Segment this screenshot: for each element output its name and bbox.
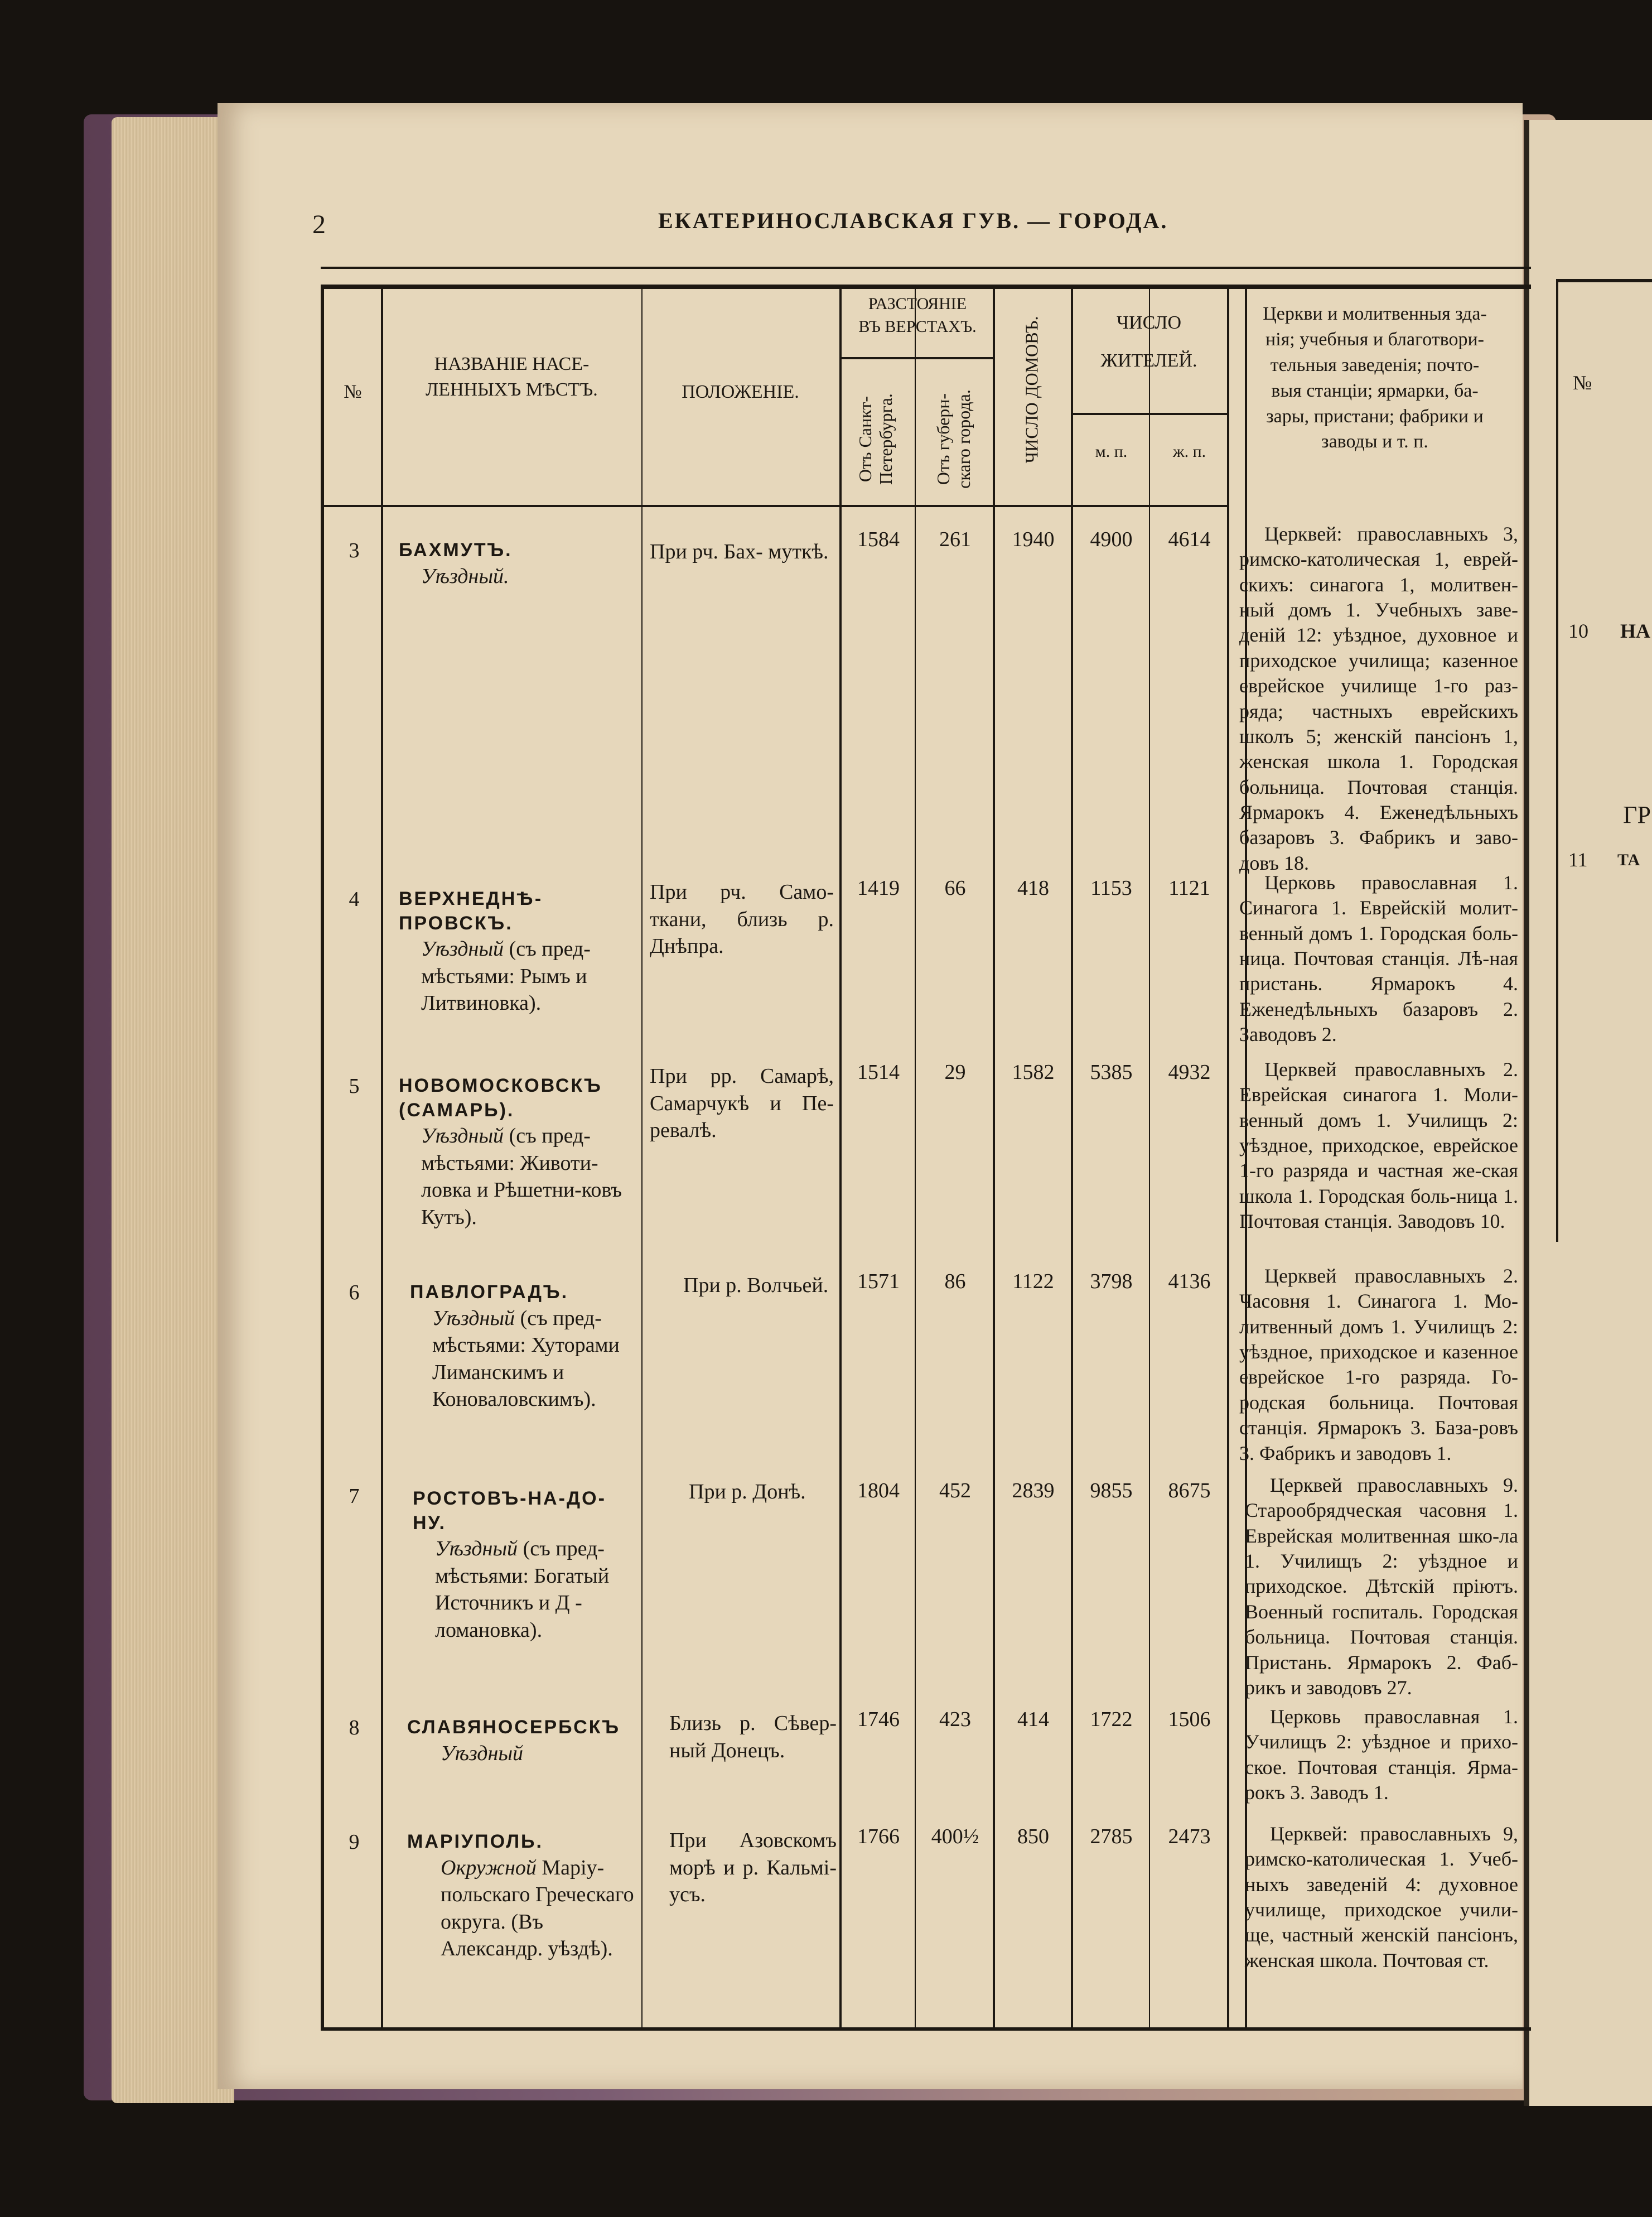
female: 4614 [1168, 528, 1211, 551]
houses: 414 [1017, 1708, 1049, 1731]
next-page-fragment: НА [1620, 620, 1650, 642]
place-extra: (съ пред-мѣстьями: Хуторами Лиманскимъ и Коноваловскимъ). [432, 1306, 620, 1411]
female: 4136 [1168, 1270, 1211, 1293]
header-position: ПОЛОЖЕНІЕ. [682, 382, 799, 402]
header-rule [839, 357, 993, 359]
position-cell: При рч. Бах- муткѣ. [650, 540, 829, 563]
dist-spb: 1419 [857, 876, 900, 900]
page-edges [112, 117, 234, 2103]
place-status: Уѣздный [435, 1537, 518, 1561]
header-female: ж. п. [1172, 442, 1206, 461]
male: 5385 [1090, 1061, 1133, 1084]
dist-spb: 1804 [857, 1479, 900, 1502]
header-name: НАЗВАНІЕ НАСЕ- ЛЕННЫХЪ МѢСТЪ. [426, 354, 598, 400]
place-name: ВЕРХНЕДНѢ-ПРОВСКЪ. [399, 888, 543, 934]
col-divider [839, 285, 842, 2031]
place-cell [399, 538, 636, 590]
place-extra: (съ пред-мѣстьями: Животи-ловка и Рѣшетни-ковъ Кутъ). [421, 1124, 622, 1229]
row-number: 5 [349, 1074, 360, 1098]
col-divider [641, 285, 643, 2031]
header-male: м. п. [1095, 442, 1128, 461]
position-cell: При Азовскомъ морѣ и р. Кальмі-усъ. [669, 1829, 837, 1907]
col-divider [915, 285, 916, 2031]
houses: 1122 [1012, 1270, 1054, 1293]
place-cell [410, 1280, 636, 1413]
houses: 1582 [1012, 1061, 1055, 1084]
place-name: БАХМУТЪ. [399, 539, 513, 561]
place-extra: Маріу-польскаго Греческаго округа. (Въ Александр. уѣздѣ). [441, 1855, 634, 1961]
dist-gov: 29 [944, 1061, 966, 1084]
row-number: 3 [349, 539, 360, 562]
place-status: Окружной [441, 1855, 537, 1879]
position-cell: При р. Донѣ. [689, 1480, 806, 1503]
header-dist-spb: Отъ Санкт- Петербурга. [855, 393, 896, 485]
male: 1722 [1090, 1708, 1133, 1731]
place-status: Уѣздный [441, 1741, 524, 1765]
place-extra: (съ пред-мѣстьями: Рымъ и Литвиновка). [421, 937, 591, 1015]
header-inhabitants: ЧИСЛО ЖИТЕЛЕЙ. [1100, 312, 1197, 371]
row-number: 4 [349, 888, 360, 911]
churches-cell: Церковь православная 1. Училищъ 2: уѣздное и прихо-ское. Почтовая станція. Ярма-рокъ 3. Заводъ 1. [1245, 1705, 1518, 1804]
female: 4932 [1168, 1061, 1211, 1084]
houses: 1940 [1012, 528, 1055, 551]
place-status: Уѣздный [432, 1306, 515, 1330]
next-page-fragment: ГР [1623, 801, 1651, 828]
dist-gov: 261 [939, 528, 971, 551]
male: 1153 [1090, 876, 1132, 900]
female: 1121 [1168, 876, 1210, 900]
place-name: ПАВЛОГРАДЪ. [410, 1281, 569, 1303]
dist-spb: 1571 [857, 1270, 900, 1293]
header-distance: РАЗСТОЯНІЕ ВЪ ВЕРСТАХЪ. [858, 295, 977, 336]
female: 1506 [1168, 1708, 1211, 1731]
churches-cell: Церквей православныхъ 2. Часовня 1. Синагога 1. Мо-литвенный домъ 1. Училищъ 2: уѣздное, приходское и казенное еврейское 1-го разряда. Го-родская больница. Почтовая станція. Ярмарокъ 3. База-ровъ 3. Фабрикъ и заводовъ 1. [1239, 1265, 1518, 1464]
place-cell [407, 1830, 636, 1963]
header-dist-gov: Отъ губерн- скаго города. [933, 389, 974, 489]
place-name: МАРІУПОЛЬ. [407, 1831, 543, 1852]
col-divider [1071, 285, 1073, 2031]
houses: 850 [1017, 1825, 1049, 1848]
male: 4900 [1090, 528, 1133, 551]
female: 8675 [1168, 1479, 1211, 1502]
running-head: ЕКАТЕРИНОСЛАВСКАЯ ГУВ. — ГОРОДА. [658, 208, 1168, 233]
dist-spb: 1514 [857, 1061, 900, 1084]
place-cell [399, 1074, 636, 1231]
header-bottom-rule [323, 505, 1227, 507]
col-divider [1227, 285, 1229, 2031]
page-number: 2 [312, 210, 326, 239]
churches-cell: Церквей православныхъ 2. Еврейская синагога 1. Моли-венный домъ 1. Училищъ 2: уѣздное, приходское, еврейское 1-го разряда и частная же-ская школа 1. Городская боль-ница 1. Почтовая станція. Заводовъ 10. [1239, 1058, 1518, 1233]
row-number: 7 [349, 1485, 360, 1508]
place-status: Уѣздный [421, 1124, 504, 1148]
dist-spb: 1584 [857, 528, 900, 551]
dist-gov: 452 [939, 1479, 971, 1502]
male: 9855 [1090, 1479, 1133, 1502]
dist-spb: 1746 [857, 1708, 900, 1731]
next-page-no-header: № [1573, 372, 1592, 394]
houses: 2839 [1012, 1479, 1055, 1502]
header-rule [1071, 413, 1227, 415]
next-page-table-edge [1556, 279, 1652, 1242]
churches-cell: Церквей православныхъ 9. Старообрядческая часовня 1. Еврейская молитвенная шко-ла 1. Училищъ 2: уѣздное и приходское. Дѣтскій пріютъ. Военный госпиталь. Городская больница. Почтовая станція. Пристань. Ярмарокъ 2. Фаб-рикъ и заводовъ 27. [1245, 1474, 1518, 1699]
header-houses: ЧИСЛО ДОМОВЪ. [1021, 316, 1042, 464]
next-page-row-number: 10 [1568, 620, 1588, 642]
header-churches: Церкви и молитвенныя зда- нія; учебныя и благотвори- тельныя заведенія; почто- выя станціи; ярмарки, ба- зары, пристани; фабрики и заводы и т. п. [1263, 303, 1487, 452]
dist-gov: 66 [944, 876, 966, 900]
churches-cell: Церквей: православныхъ 9, римско-католическая 1. Учеб-ныхъ заведеній 4: духовное училище, приходское учили-ще, частный женскій пансіонъ, женская школа. Почтовая ст. [1245, 1823, 1518, 1972]
place-extra: (съ пред-мѣстьями: Богатый Источникъ и Д - ломановка). [435, 1537, 610, 1642]
place-name: РОСТОВЪ-НА-ДО-НУ. [413, 1488, 606, 1534]
next-page-row-number: 11 [1568, 849, 1588, 871]
place-name: СЛАВЯНОСЕРБСКЪ [407, 1717, 621, 1738]
table-top-rule [321, 267, 1531, 269]
dist-gov: 423 [939, 1708, 971, 1731]
male: 3798 [1090, 1270, 1133, 1293]
row-number: 8 [349, 1716, 360, 1739]
female: 2473 [1168, 1825, 1211, 1848]
churches-cell: Церквей: православныхъ 3, римско-католическая 1, еврей-скихъ: синагога 1, молитвен-ный домъ 1. Учебныхъ заве-деній 12: уѣздное, духовное и приходское училища; казенное еврейское училище 1-го раз-ряда; частныхъ еврейскихъ школъ 5; женскій пансіонъ 1, женская школа 1. Городская больница. Почтовая станція. Ярмарокъ 4. Еженедѣльныхъ базаровъ 3. Фабрикъ и заво-довъ 18. [1239, 523, 1518, 874]
place-status: Уѣздный. [421, 564, 509, 588]
col-divider [1149, 285, 1150, 2031]
col-divider [381, 285, 383, 2031]
col-divider [993, 285, 995, 2031]
place-name: НОВОМОСКОВСКЪ (САМАРЬ). [399, 1075, 602, 1121]
header-no: № [344, 382, 362, 402]
position-cell: При р. Волчьей. [683, 1274, 829, 1297]
row-number: 9 [349, 1830, 360, 1854]
position-cell: Близь р. Сѣвер-ный Донецъ. [669, 1712, 837, 1762]
row-number: 6 [349, 1281, 360, 1304]
place-cell [407, 1715, 636, 1767]
male: 2785 [1090, 1825, 1133, 1848]
position-cell: При рч. Само-ткани, близь р. Днѣпра. [650, 880, 834, 958]
dist-gov: 400½ [931, 1825, 979, 1848]
dist-gov: 86 [944, 1270, 966, 1293]
houses: 418 [1017, 876, 1049, 900]
place-cell [413, 1487, 636, 1644]
place-status: Уѣздный [421, 937, 504, 961]
position-cell: При рр. Самарѣ, Самарчукѣ и Пе-ревалѣ. [650, 1064, 834, 1143]
churches-cell: Церковь православная 1. Синагога 1. Еврейскій молит-венный домъ 1. Городская боль-ница. Почтовая станція. Лѣ-ная пристань. Ярмарокъ 4. Еженедѣльныхъ базаровъ 2. Заводовъ 2. [1239, 871, 1518, 1046]
place-cell [399, 887, 636, 1017]
next-page-fragment: ТА [1617, 851, 1640, 869]
dist-spb: 1766 [857, 1825, 900, 1848]
